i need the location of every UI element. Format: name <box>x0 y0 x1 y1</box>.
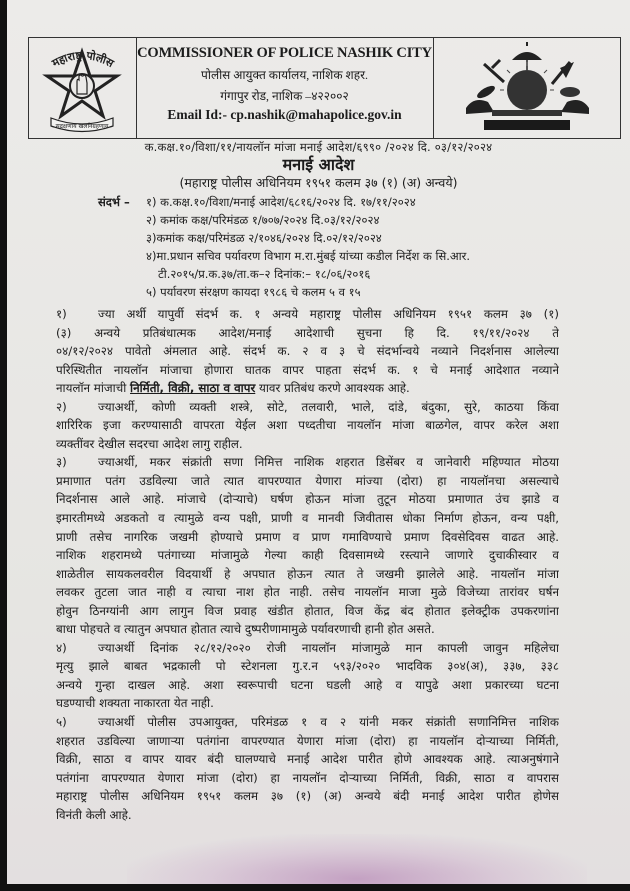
paragraph-line <box>56 639 559 658</box>
paragraph-text: विनंती केली आहे. <box>56 807 132 822</box>
paragraph-line <box>56 490 559 509</box>
paragraph-5 <box>56 713 559 824</box>
paragraph-line <box>56 583 559 602</box>
paragraph-text: मृत्यु झाले बाबत भद्रकाली पो स्टेशनला गु.र.न ५९३/२०२० भादविक ३०४(अ), ३३७, ३३८ <box>56 659 559 674</box>
paragraph-text: परिस्थितीत नायलॉन मांजाचा होणारा घातक वापर पाहता संदर्भ क. १ चे मनाई आदेशात नव्याने <box>56 362 559 377</box>
reference-item: ४)मा.प्रधान सचिव पर्यावरण विभाग म.रा.मुंबई यांच्या कडील निर्देश क सि.आर. <box>146 249 471 263</box>
office-address: गंगापुर रोड, नाशिक –४२२००२ <box>220 89 349 103</box>
letterhead <box>28 37 621 139</box>
paragraph-line <box>56 620 559 639</box>
paragraph-text: शारिरिक इजा करण्यासाठी वापरता येईल अशा पध्दतीचा नायलॉन मांजा बाळगेल, वापर करेल अशा <box>56 418 559 433</box>
paragraph-line <box>56 509 559 528</box>
paragraph-line <box>56 435 559 454</box>
paragraph-text: प्रमाणात पतंग उडविल्या जाते त्यात वापरण्यात येणारा मांज्या (दोरा) हा नायलॉनचा असल्याचे <box>56 473 559 488</box>
paragraph-line <box>56 453 559 472</box>
reference-item-continued: टी.२०१५/प्र.क.३७/ता.क–२ दिनांक:– १८/०६/२०१६ <box>158 267 371 281</box>
reference-item: ५) पर्यावरण संरक्षण कायदा १९८६ चे कलम ५ व १५ <box>146 285 361 299</box>
paragraph-text: विक्री, साठा व वापर यावर बंदी घालण्याचे मनाई आदेश पारीत होणे आवश्यक आहे. त्याअनुषंगाने <box>56 752 559 767</box>
paragraph-1 <box>56 305 559 398</box>
paragraph-line <box>56 694 559 713</box>
paragraph-text: पतंगांना वापरण्यात येणारा मांजा (दोरा) हा नायलॉन दोऱ्याच्या निर्मिती, विक्री, साठा व वापरास <box>56 770 559 785</box>
paragraph-text: ज्याअर्थी, कोणी व्यक्ती शस्त्रे, सोटे, तलवारी, भाले, दांडे, बंदुका, सुरे, काठया किंवा <box>98 399 559 414</box>
paragraph-line <box>56 713 559 732</box>
paragraph-text: घडण्याची शक्यता नाकारता येत नाही. <box>56 696 214 711</box>
paragraph-line <box>56 528 559 547</box>
order-title: मनाई आदेश <box>282 155 355 174</box>
paragraph-text: ०४/१२/२०२४ पावेतो अंमलात आहे. संदर्भ क. २ व ३ चे संदर्भान्वये नव्याने निदर्शनास आलेल्या <box>56 344 559 359</box>
paragraph-line <box>56 324 559 343</box>
paragraph-text: महाराष्ट्र पोलीस अधिनियम १९५१ कलम ३७ (१) (अ) अन्वये बंदी मनाई आदेश पारीत होणेस <box>56 789 559 804</box>
reference-number: क.कक्ष.१०/विशा/११/नायलॉन मांजा मनाई आदेश/६९९० /२०२४ दि. ०३/१२/२०२४ <box>144 140 493 154</box>
paragraph-text: होवुन ठिनग्यांनी आग लागुन विज प्रवाह खंडीत होतात, विज केंद्र बंद होतात इलेक्ट्रीक उपकरणांना <box>56 603 559 618</box>
paragraph-line <box>56 305 559 324</box>
paragraph-line <box>56 361 559 380</box>
reference-item: १) क.कक्ष.१०/विशा/मनाई आदेश/६८१६/२०२४ दि. १७/११/२०२४ <box>146 195 416 209</box>
paragraph-2 <box>56 398 559 454</box>
reference-item: २) कमांक कक्ष/परिमंडळ १/७०७/२०२४ दि.०३/१२/२०२४ <box>146 213 380 227</box>
paragraph-line <box>56 806 559 825</box>
state-emblem-cell <box>433 38 621 138</box>
paragraph-number: ४) <box>56 640 67 655</box>
paragraph-line <box>56 472 559 491</box>
paragraph-text: इमारतीमध्ये अडकतो व त्यामुळे वन्य पक्षी, प्राणी व मानवी जिवीतास धोका निर्माण होऊन, वन्य पक्षी, <box>56 511 559 526</box>
paragraph-line <box>56 416 559 435</box>
paragraph-line <box>56 676 559 695</box>
paragraph-text: निदर्शनास आले आहे. मांजाचे (दोऱ्याचे) घर्षण होऊन मांजा तुटून मोठया प्रमाणात उंच झाडे व <box>56 492 559 507</box>
paragraph-text: ज्या अर्थी यापुर्वी संदर्भ क. १ अन्वये महाराष्ट्र पोलीस अधिनियम १९५१ कलम ३७ (१) <box>98 307 559 321</box>
document-page <box>7 0 630 884</box>
maharashtra-police-logo-icon <box>29 38 136 138</box>
paragraph-number: ३) <box>56 455 67 470</box>
reference-item: ३)कमांक कक्ष/परिमंडळ २/१०४६/२०२४ दि.०२/१२/२०२४ <box>146 231 382 245</box>
order-body <box>56 305 559 824</box>
paragraph-line <box>56 787 559 806</box>
state-emblem-icon <box>434 38 621 138</box>
paragraph-text: व्यक्तींवर देखील सदरचा आदेश लागु राहील. <box>56 436 243 451</box>
order-subtitle: (महाराष्ट्र पोलीस अधिनियम १९५१ कलम ३७ (१) (अ) अन्वये) <box>179 175 458 190</box>
references-block <box>7 193 630 303</box>
paragraph-text: नाशिक शहरामध्ये पतंगाच्या मांजामुळे गेल्या काही दिवसामध्ये रस्त्याने जाणारे दुचाकीस्वार व <box>56 548 559 563</box>
paragraph-text: बाधा पोहचते व त्यातुन अपघात होतात त्याचे दुष्परीणामामुळे पर्यावरणाची हानी होत असते. <box>56 622 435 637</box>
paragraph-text: शाळेतील सायकलवरील विदयार्थी हे अपघात होऊन त्यात ते जखमी झालेले आहे. नायलॉन मांजा <box>56 566 559 581</box>
paragraph-text: प्राणी तसेच नागरिक जखमी होण्याचे प्रमाण व प्राण गमाविण्याचे प्रमाण दिवसेदिवस वाढत आहे. <box>56 529 559 544</box>
paragraph-3 <box>56 453 559 638</box>
paragraph-text: ज्याअर्थी, मकर संक्रांती सणा निमित्त नाशिक शहरात डिसेंबर व जानेवारी महिण्यात मोठया <box>98 455 559 470</box>
paragraph-text: ज्याअर्थी पोलीस उपआयुक्त, परिमंडळ १ व २ यांनी मकर संक्रांती सणानिमित्त नाशिक <box>98 715 559 730</box>
office-name-mr: पोलीस आयुक्त कार्यालय, नाशिक शहर. <box>201 68 368 82</box>
paragraph-line <box>56 379 559 398</box>
paragraph-line <box>56 750 559 769</box>
office-title-en: COMMISSIONER OF POLICE NASHIK CITY <box>137 45 432 61</box>
text-segment: यावर प्रतिबंध करणे आवश्यक आहे. <box>255 381 410 396</box>
emphasized-text: निर्मिती, विक्री, साठा व वापर <box>130 381 256 396</box>
paragraph-text <box>56 379 559 398</box>
paragraph-line <box>56 546 559 565</box>
paragraph-number: ५) <box>56 715 67 730</box>
paragraph-text: शहरात उडविल्या जाणाऱ्या पतंगांना वापरण्यात येणारा मांजा (दोरा) हा नायलॉन दोऱ्याच्या निर्मिती, <box>56 733 559 748</box>
paragraph-line <box>56 657 559 676</box>
office-email: Email Id:- cp.nashik@mahapolice.gov.in <box>167 107 402 122</box>
svg-text:सद्रक्षणाय खलनिग्रहणाय: सद्रक्षणाय खलनिग्रहणाय <box>55 123 109 130</box>
svg-text:महाराष्ट्र पोलीस: महाराष्ट्र पोलीस <box>49 48 116 71</box>
paragraph-4 <box>56 639 559 713</box>
paragraph-line <box>56 732 559 751</box>
police-logo-cell <box>29 38 137 138</box>
paragraph-text: अन्वये गुन्हा दाखल आहे. अशा स्वरूपाची घटना घडली आहे व यापुढे अशा प्रकारच्या घटना <box>56 677 559 692</box>
paragraph-line <box>56 769 559 788</box>
references-label: संदर्भ – <box>98 195 130 209</box>
text-segment: नायलॉन मांजाची <box>56 381 131 396</box>
paragraph-text: लवकर तुटला जात नाही व त्याचा नाश होत नाही. तसेच नायलॉन माजा मुळे विजेच्या तारांवर घर्षन <box>56 585 559 600</box>
paragraph-line <box>56 342 559 361</box>
paragraph-text: (३) अन्वये प्रतिबंधात्मक आदेश/मनाई आदेशाची सुचना हि दि. १९/११/२०२४ ते <box>56 325 559 340</box>
paragraph-number: १) <box>56 307 67 321</box>
letterhead-text <box>136 38 433 138</box>
paragraph-text: ज्याअर्थी दिनांक २८/१२/२०२० रोजी नायलॉन मांजामुळे मान कापली जावुन महिलेचा <box>98 640 559 655</box>
paragraph-line <box>56 602 559 621</box>
paragraph-number: २) <box>56 399 67 414</box>
paragraph-line <box>56 398 559 417</box>
paragraph-line <box>56 565 559 584</box>
